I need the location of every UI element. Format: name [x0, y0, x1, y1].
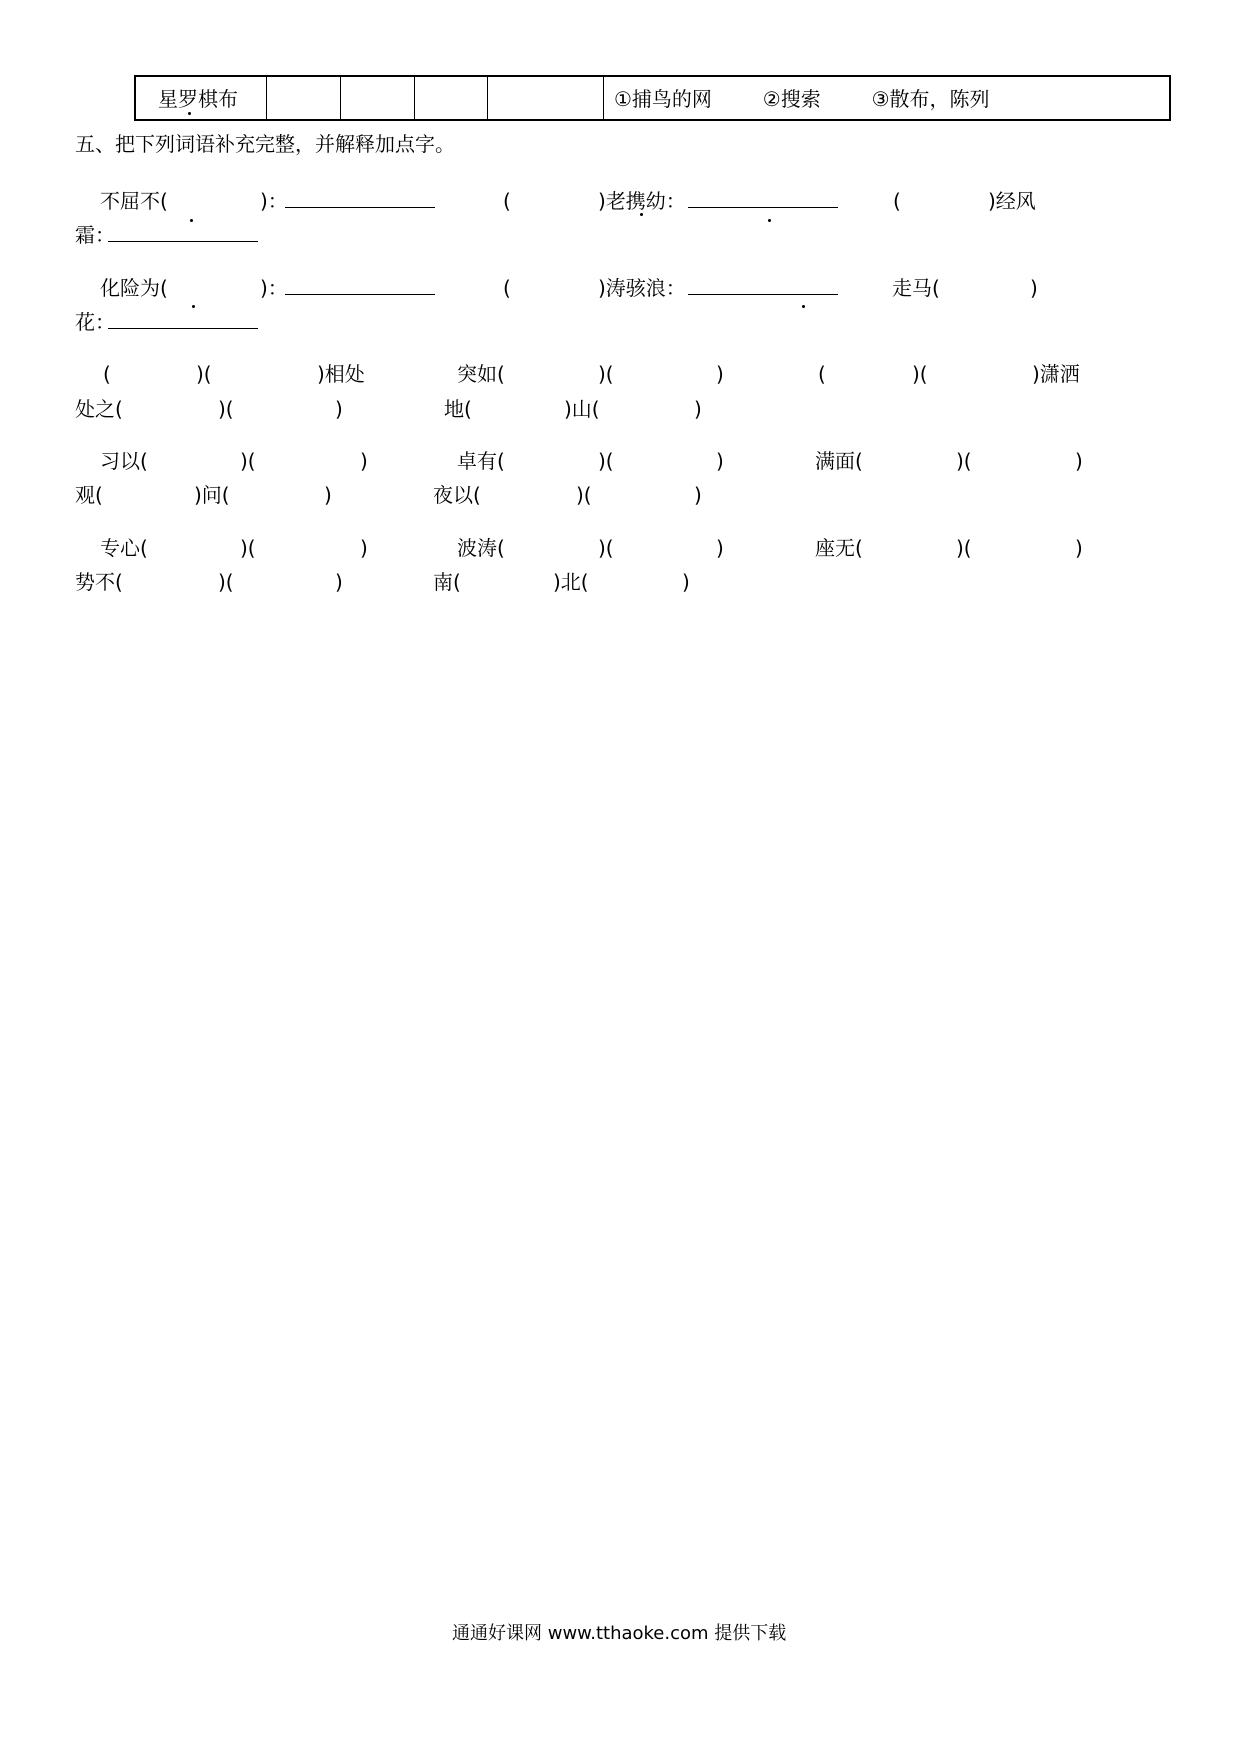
row3-a: ( — [103, 362, 111, 386]
row3-n: )山( — [564, 397, 600, 421]
table-divider — [340, 77, 341, 119]
row2-d: )涛骇浪： — [598, 276, 686, 300]
row1-d: )老携幼： — [598, 189, 686, 213]
emphasis-dot — [192, 305, 195, 308]
row4-c: ) — [360, 449, 368, 473]
footer-text: 通通好课网 www.tthaoke.com 提供下载 — [452, 1623, 787, 1644]
row4-h: )( — [956, 449, 972, 473]
row5-h: )( — [956, 536, 972, 560]
row3-i: )潇洒 — [1032, 362, 1080, 386]
row4-j: 观( — [75, 483, 103, 507]
row4-g: 满面( — [815, 449, 863, 473]
row4-o: ) — [694, 483, 702, 507]
row1-f: )经风 — [988, 189, 1036, 213]
table-divider — [414, 77, 415, 119]
emphasis-dot — [768, 219, 771, 222]
table-meanings: ①捕鸟的网 ②搜索 ③散布，陈列 — [614, 87, 990, 111]
row3-l: ) — [335, 397, 343, 421]
answer-line[interactable] — [688, 207, 838, 208]
row3-b: )( — [196, 362, 212, 386]
answer-line[interactable] — [285, 294, 435, 295]
row4-b: )( — [240, 449, 256, 473]
row3-g: ( — [818, 362, 826, 386]
row4-k: )问( — [194, 483, 230, 507]
word-table — [134, 75, 1171, 121]
row2-e: 走马( — [892, 276, 940, 300]
section-heading: 五、把下列词语补充完整，并解释加点字。 — [75, 132, 455, 156]
row3-d: 突如( — [457, 362, 505, 386]
row3-o: ) — [694, 397, 702, 421]
answer-line[interactable] — [688, 294, 838, 295]
row5-i: ) — [1075, 536, 1083, 560]
row5-d: 波涛( — [457, 536, 505, 560]
row2-f: ) — [1030, 276, 1038, 300]
row2-a: 化险为( — [100, 276, 168, 300]
row1-g: 霜： — [75, 223, 115, 247]
row3-k: )( — [218, 397, 234, 421]
row2-c: ( — [503, 276, 511, 300]
row4-n: )( — [576, 483, 592, 507]
row1-e: ( — [893, 189, 901, 213]
row4-d: 卓有( — [457, 449, 505, 473]
emphasis-dot — [802, 305, 805, 308]
row5-l: ) — [335, 570, 343, 594]
emphasis-dot — [188, 112, 191, 115]
answer-line[interactable] — [108, 241, 258, 242]
row1-a: 不屈不( — [100, 189, 168, 213]
row3-m: 地( — [444, 397, 472, 421]
row4-i: ) — [1075, 449, 1083, 473]
emphasis-dot — [190, 219, 193, 222]
row4-e: )( — [598, 449, 614, 473]
row5-j: 势不( — [75, 570, 123, 594]
row5-m: 南( — [433, 570, 461, 594]
table-divider — [487, 77, 488, 119]
row5-k: )( — [218, 570, 234, 594]
row3-e: )( — [598, 362, 614, 386]
row4-a: 习以( — [100, 449, 148, 473]
row4-f: ) — [716, 449, 724, 473]
answer-line[interactable] — [108, 328, 258, 329]
row5-g: 座无( — [815, 536, 863, 560]
row4-l: ) — [324, 483, 332, 507]
row3-h: )( — [912, 362, 928, 386]
answer-line[interactable] — [285, 207, 435, 208]
table-divider — [266, 77, 267, 119]
row3-f: ) — [716, 362, 724, 386]
row5-c: ) — [360, 536, 368, 560]
row5-a: 专心( — [100, 536, 148, 560]
emphasis-dot — [640, 213, 643, 216]
row5-f: ) — [716, 536, 724, 560]
row3-j: 处之( — [75, 397, 123, 421]
row1-b: )： — [260, 189, 288, 213]
row5-e: )( — [598, 536, 614, 560]
table-divider — [603, 77, 604, 119]
row5-o: ) — [682, 570, 690, 594]
row5-n: )北( — [553, 570, 589, 594]
row5-b: )( — [240, 536, 256, 560]
table-idiom: 星罗棋布 — [158, 87, 238, 111]
row1-c: ( — [503, 189, 511, 213]
row4-m: 夜以( — [433, 483, 481, 507]
row3-c: )相处 — [317, 362, 365, 386]
row2-b: )： — [260, 276, 288, 300]
row2-g: 花： — [75, 310, 115, 334]
